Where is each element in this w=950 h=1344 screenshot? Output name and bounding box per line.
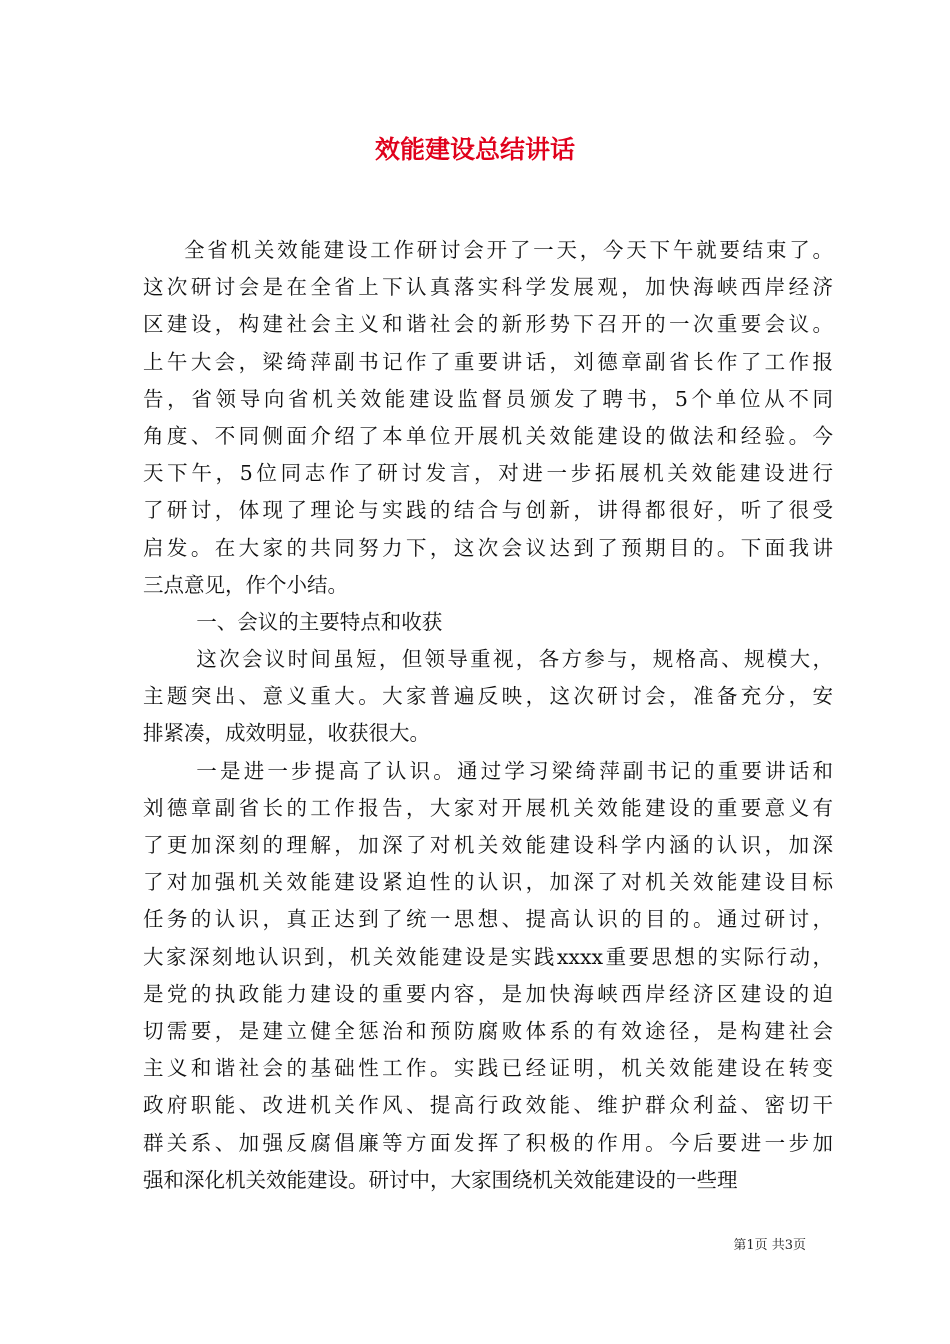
paragraph-line: 强和深化机关效能建设。研讨中，大家围绕机关效能建设的一些理 — [143, 1167, 738, 1192]
paragraph-line: 是党的执政能力建设的重要内容，是加快海峡西岸经济区建设的迫 — [143, 981, 833, 1006]
paragraph-line: 一、会议的主要特点和收获 — [196, 609, 443, 634]
paragraph-line: 任务的认识，真正达到了统一思想、提高认识的目的。通过研讨， — [143, 907, 833, 932]
paragraph — [143, 232, 833, 604]
paragraph-line: 大家深刻地认识到，机关效能建设是实践xxxx重要思想的实际行动， — [143, 944, 833, 969]
paragraph-line: 主义和谐社会的基础性工作。实践已经证明，机关效能建设在转变 — [143, 1056, 833, 1081]
paragraph-line: 这次会议时间虽短，但领导重视，各方参与，规格高、规模大， — [196, 647, 833, 672]
paragraph-line: 这次研讨会是在全省上下认真落实科学发展观，加快海峡西岸经济 — [143, 275, 833, 300]
paragraph-line: 政府职能、改进机关作风、提高行政效能、维护群众利益、密切干 — [143, 1093, 833, 1118]
paragraph-line: 角度、不同侧面介绍了本单位开展机关效能建设的做法和经验。今 — [143, 423, 833, 448]
paragraph-line: 三点意见，作个小结。 — [143, 572, 348, 597]
paragraph-line: 启发。在大家的共同努力下，这次会议达到了预期目的。下面我讲 — [143, 535, 833, 560]
paragraph-line: 刘德章副省长的工作报告，大家对开展机关效能建设的重要意义有 — [143, 795, 833, 820]
paragraph-line: 一是进一步提高了认识。通过学习梁绮萍副书记的重要讲话和 — [196, 758, 833, 783]
paragraph-line: 告，省领导向省机关效能建设监督员颁发了聘书，5个单位从不同 — [143, 386, 833, 411]
paragraph-line: 了对加强机关效能建设紧迫性的认识，加深了对机关效能建设目标 — [143, 870, 833, 895]
paragraph — [143, 641, 833, 753]
paragraph-line: 区建设，构建社会主义和谐社会的新形势下召开的一次重要会议。 — [143, 312, 833, 337]
paragraph-line: 了更加深刻的理解，加深了对机关效能建设科学内涵的认识，加深 — [143, 833, 833, 857]
paragraph — [143, 604, 833, 641]
paragraph-line: 主题突出、意义重大。大家普遍反映，这次研讨会，准备充分，安 — [143, 684, 833, 709]
paragraph-line: 切需要，是建立健全惩治和预防腐败体系的有效途径，是构建社会 — [143, 1018, 833, 1043]
document-body — [143, 232, 833, 1199]
document-title: 效能建设总结讲话 — [374, 135, 575, 164]
paragraph-line: 了研讨，体现了理论与实践的结合与创新，讲得都很好，听了很受 — [143, 498, 833, 523]
paragraph-line: 排紧凑，成效明显，收获很大。 — [143, 721, 430, 746]
page-footer: 第1页 共3页 — [733, 1238, 806, 1253]
paragraph-line: 全省机关效能建设工作研讨会开了一天，今天下午就要结束了。 — [184, 238, 833, 262]
paragraph — [143, 753, 833, 1199]
paragraph-line: 上午大会，梁绮萍副书记作了重要讲话，刘德章副省长作了工作报 — [143, 349, 833, 374]
paragraph-line: 天下午，5位同志作了研讨发言，对进一步拓展机关效能建设进行 — [143, 461, 833, 486]
paragraph-line: 群关系、加强反腐倡廉等方面发挥了积极的作用。今后要进一步加 — [143, 1130, 833, 1155]
